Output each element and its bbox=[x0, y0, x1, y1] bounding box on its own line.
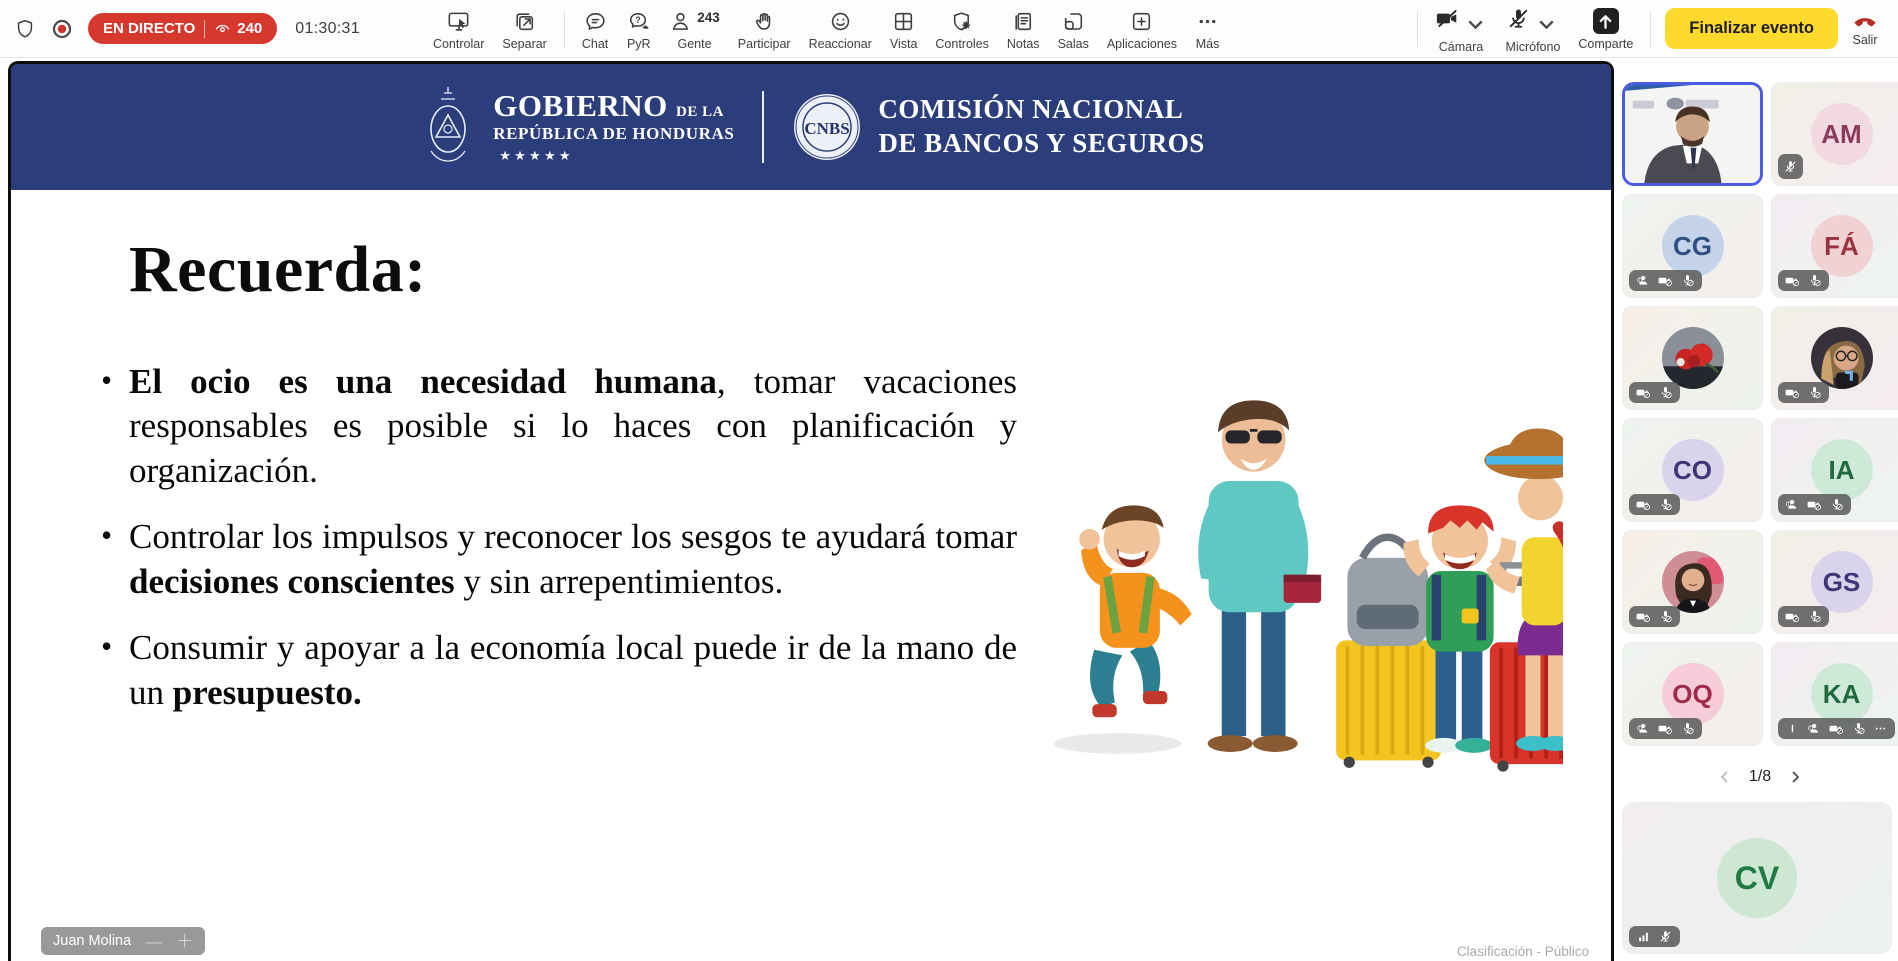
cam-off-icon bbox=[1785, 385, 1800, 400]
share-up-icon bbox=[1593, 8, 1619, 34]
more-icon bbox=[1873, 721, 1888, 736]
mic-off-icon bbox=[1807, 609, 1822, 624]
av-status-indicators bbox=[1629, 718, 1702, 739]
participant-photo-avatar bbox=[1811, 327, 1873, 389]
person-alert-icon bbox=[1807, 721, 1822, 736]
chevron-left-icon bbox=[1717, 769, 1733, 785]
notes-icon bbox=[1011, 9, 1036, 34]
toolbar-button-pyr[interactable]: ? PyR bbox=[617, 5, 660, 53]
main-area bbox=[0, 58, 1898, 961]
av-status-indicators bbox=[1778, 606, 1829, 627]
toolbar-button-controlar[interactable]: Controlar bbox=[424, 5, 493, 53]
participant-initials-avatar: CG bbox=[1662, 215, 1724, 277]
live-label: EN DIRECTO bbox=[103, 20, 196, 37]
toolbar-button-salas[interactable]: Salas bbox=[1049, 5, 1098, 53]
shared-screen-stage bbox=[0, 58, 1616, 961]
toolbar-button-gente[interactable]: 243 Gente bbox=[660, 5, 729, 53]
camera-button[interactable]: Cámara bbox=[1426, 2, 1497, 56]
participant-tile[interactable] bbox=[1622, 642, 1763, 746]
chevron-down-icon[interactable] bbox=[1534, 12, 1559, 37]
svg-text:CNBS: CNBS bbox=[804, 119, 851, 138]
bullet-item: • Consumir y apoyar a la economía local puede ir de la mano de un presupuesto. bbox=[99, 626, 1017, 715]
page-indicator: 1/8 bbox=[1748, 768, 1772, 785]
signal-icon bbox=[1636, 929, 1651, 944]
person-alert-icon bbox=[1785, 497, 1800, 512]
zoom-in-button[interactable]: ＋ bbox=[176, 931, 194, 951]
av-status-indicators bbox=[1778, 718, 1895, 739]
presentation-slide bbox=[8, 61, 1614, 961]
chevron-down-icon[interactable] bbox=[1463, 12, 1488, 37]
cam-off-icon bbox=[1636, 497, 1651, 512]
microphone-button[interactable]: Micrófono bbox=[1497, 2, 1570, 56]
chat-icon bbox=[583, 9, 608, 34]
classification-label: Clasificación - Público bbox=[1456, 944, 1589, 959]
participant-tile[interactable] bbox=[1771, 418, 1898, 522]
toolbar-button-reaccionar[interactable]: Reaccionar bbox=[800, 5, 881, 53]
bullet-item: • Controlar los impulsos y reconocer los sesgos te ayudará tomar decisiones conscientes y sin arrepentimientos. bbox=[99, 515, 1017, 604]
pager-prev-button[interactable] bbox=[1717, 769, 1733, 785]
presenter-name-pill bbox=[41, 927, 205, 955]
shield-gear-icon bbox=[950, 9, 975, 34]
av-status-indicators bbox=[1629, 270, 1702, 291]
active-speaker-tile[interactable] bbox=[1622, 82, 1763, 186]
cnbs-block bbox=[792, 92, 1204, 162]
participant-tile[interactable] bbox=[1771, 642, 1898, 746]
av-status-indicators bbox=[1778, 494, 1851, 515]
end-event-button[interactable]: Finalizar evento bbox=[1665, 8, 1838, 49]
raise-hand-icon bbox=[752, 9, 777, 34]
ellipsis-icon bbox=[1195, 9, 1220, 34]
eye-icon bbox=[214, 20, 231, 37]
live-badge-divider bbox=[204, 20, 205, 38]
viewer-count: 240 bbox=[214, 20, 262, 37]
toolbar-button-vista[interactable]: Vista bbox=[881, 5, 927, 53]
mic-off-plain-icon bbox=[1658, 929, 1673, 944]
live-badge bbox=[88, 13, 277, 44]
participant-tile[interactable] bbox=[1771, 194, 1898, 298]
toolbar-button-aplicaciones[interactable]: Aplicaciones bbox=[1098, 5, 1186, 53]
gov-honduras-block bbox=[417, 85, 734, 169]
participant-initials-avatar: OQ bbox=[1662, 663, 1724, 725]
slide-header-band bbox=[11, 64, 1611, 190]
av-status-indicators bbox=[1778, 382, 1829, 403]
mic-off-icon bbox=[1658, 609, 1673, 624]
grid-icon bbox=[891, 9, 916, 34]
svg-text:!: ! bbox=[1787, 501, 1790, 507]
slide-title: Recuerda: bbox=[129, 233, 427, 306]
av-status-indicators bbox=[1629, 606, 1680, 627]
cam-off-icon bbox=[1658, 721, 1673, 736]
participant-initials-avatar: CO bbox=[1662, 439, 1724, 501]
share-screen-button[interactable]: Comparte bbox=[1569, 4, 1642, 53]
jumping-boy bbox=[1079, 505, 1192, 717]
av-status-indicators bbox=[1778, 270, 1829, 291]
toolbar-divider bbox=[564, 11, 565, 47]
apps-plus-icon bbox=[1129, 9, 1154, 34]
svg-text:!: ! bbox=[1638, 277, 1641, 283]
av-status-indicators bbox=[1629, 926, 1680, 947]
cam-off-icon bbox=[1636, 385, 1651, 400]
recording-indicator-icon[interactable] bbox=[50, 17, 74, 41]
top-toolbar bbox=[0, 0, 1898, 58]
bullet-list bbox=[99, 360, 1017, 715]
rooms-icon bbox=[1061, 9, 1086, 34]
popout-icon bbox=[512, 9, 537, 34]
participants-sidebar bbox=[1616, 58, 1898, 961]
cnbs-seal-icon bbox=[792, 92, 862, 162]
clipped-icon bbox=[1785, 721, 1800, 736]
security-shield-icon[interactable] bbox=[14, 18, 36, 40]
mic-off-icon bbox=[1851, 721, 1866, 736]
participant-initials-avatar: FÁ bbox=[1811, 215, 1873, 277]
toolbar-buttons bbox=[424, 5, 1229, 53]
av-status-indicators bbox=[1778, 154, 1803, 179]
person-alert-icon bbox=[1636, 273, 1651, 288]
gallery-pager bbox=[1622, 762, 1898, 792]
gov-text: GOBIERNO DE LA REPÚBLICA DE HONDURAS ★ ★ ★ ★ ★ bbox=[493, 88, 735, 163]
mic-off-icon bbox=[1658, 497, 1673, 512]
people-icon bbox=[669, 9, 694, 34]
self-view-tile[interactable] bbox=[1622, 802, 1892, 954]
participant-tile[interactable] bbox=[1622, 194, 1763, 298]
father-figure bbox=[1198, 400, 1321, 752]
people-count-badge: 243 bbox=[697, 9, 720, 25]
cam-off-icon bbox=[1807, 497, 1822, 512]
av-status-indicators bbox=[1629, 494, 1680, 515]
participant-initials-avatar: AM bbox=[1811, 103, 1873, 165]
family-travel-illustration bbox=[1038, 326, 1563, 786]
camera-off-icon bbox=[1435, 6, 1460, 31]
cam-off-icon bbox=[1636, 609, 1651, 624]
bullet-item: • El ocio es una necesidad humana, tomar vacaciones responsables es posible si lo haces con planificación y organización. bbox=[99, 360, 1017, 493]
toolbar-button-mas[interactable]: Más bbox=[1186, 5, 1229, 53]
mic-off-icon bbox=[1829, 497, 1844, 512]
mic-off-icon bbox=[1506, 6, 1531, 31]
presenter-name: Juan Molina bbox=[53, 933, 132, 949]
participant-tile[interactable] bbox=[1622, 306, 1763, 410]
toolbar-button-controles[interactable]: Controles bbox=[926, 5, 998, 53]
toolbar-left-group bbox=[14, 13, 360, 44]
monitor-cursor-icon bbox=[446, 9, 471, 34]
toolbar-button-separar[interactable]: Separar bbox=[493, 5, 555, 53]
speaker-video bbox=[1625, 85, 1760, 183]
participant-tile[interactable] bbox=[1771, 530, 1898, 634]
honduras-coat-of-arms-icon bbox=[417, 85, 479, 169]
participant-grid bbox=[1622, 82, 1898, 746]
participant-initials-avatar: KA bbox=[1811, 663, 1873, 725]
participant-photo-avatar bbox=[1662, 551, 1724, 613]
chevron-right-icon bbox=[1787, 769, 1803, 785]
toolbar-divider bbox=[1650, 11, 1651, 47]
leave-button[interactable]: Salir bbox=[1844, 9, 1886, 49]
svg-text:?: ? bbox=[635, 14, 641, 25]
participant-tile[interactable] bbox=[1771, 82, 1898, 186]
participant-tile[interactable] bbox=[1622, 530, 1763, 634]
self-initials-avatar: CV bbox=[1717, 838, 1797, 918]
mic-off-icon bbox=[1807, 385, 1822, 400]
svg-text:!: ! bbox=[1638, 725, 1641, 731]
cam-off-icon bbox=[1785, 273, 1800, 288]
participant-initials-avatar: GS bbox=[1811, 551, 1873, 613]
backpack-and-yellow-suitcase bbox=[1336, 537, 1441, 768]
cam-off-icon bbox=[1829, 721, 1844, 736]
cam-off-icon bbox=[1785, 609, 1800, 624]
participant-tile[interactable] bbox=[1771, 306, 1898, 410]
mic-off-icon bbox=[1658, 385, 1673, 400]
org-text: COMISIÓN NACIONAL DE BANCOS Y SEGUROS bbox=[878, 94, 1205, 158]
zoom-out-button[interactable]: — bbox=[145, 931, 163, 951]
hangup-phone-icon bbox=[1852, 11, 1878, 31]
participant-tile[interactable] bbox=[1622, 418, 1763, 522]
stars-row: ★ ★ ★ ★ ★ bbox=[499, 148, 571, 163]
mic-off-icon bbox=[1680, 721, 1695, 736]
pager-next-button[interactable] bbox=[1787, 769, 1803, 785]
person-alert-icon bbox=[1636, 721, 1651, 736]
qa-bubble-icon bbox=[626, 9, 651, 34]
toolbar-button-chat[interactable]: Chat bbox=[573, 5, 617, 53]
smiley-icon bbox=[828, 9, 853, 34]
event-timer: 01:30:31 bbox=[295, 19, 360, 37]
cam-off-icon bbox=[1658, 273, 1673, 288]
header-divider bbox=[762, 91, 764, 163]
participant-initials-avatar: IA bbox=[1811, 439, 1873, 501]
mic-off-icon bbox=[1680, 273, 1695, 288]
toolbar-divider bbox=[1417, 11, 1418, 47]
toolbar-button-notas[interactable]: Notas bbox=[998, 5, 1049, 53]
toolbar-button-participar[interactable]: Participar bbox=[729, 5, 800, 53]
participant-photo-avatar bbox=[1662, 327, 1724, 389]
av-status-indicators bbox=[1629, 382, 1680, 403]
svg-text:!: ! bbox=[1809, 725, 1812, 731]
mic-off-icon bbox=[1807, 273, 1822, 288]
mic-off-plain-icon bbox=[1783, 159, 1798, 174]
toolbar-right-group bbox=[1409, 2, 1888, 56]
